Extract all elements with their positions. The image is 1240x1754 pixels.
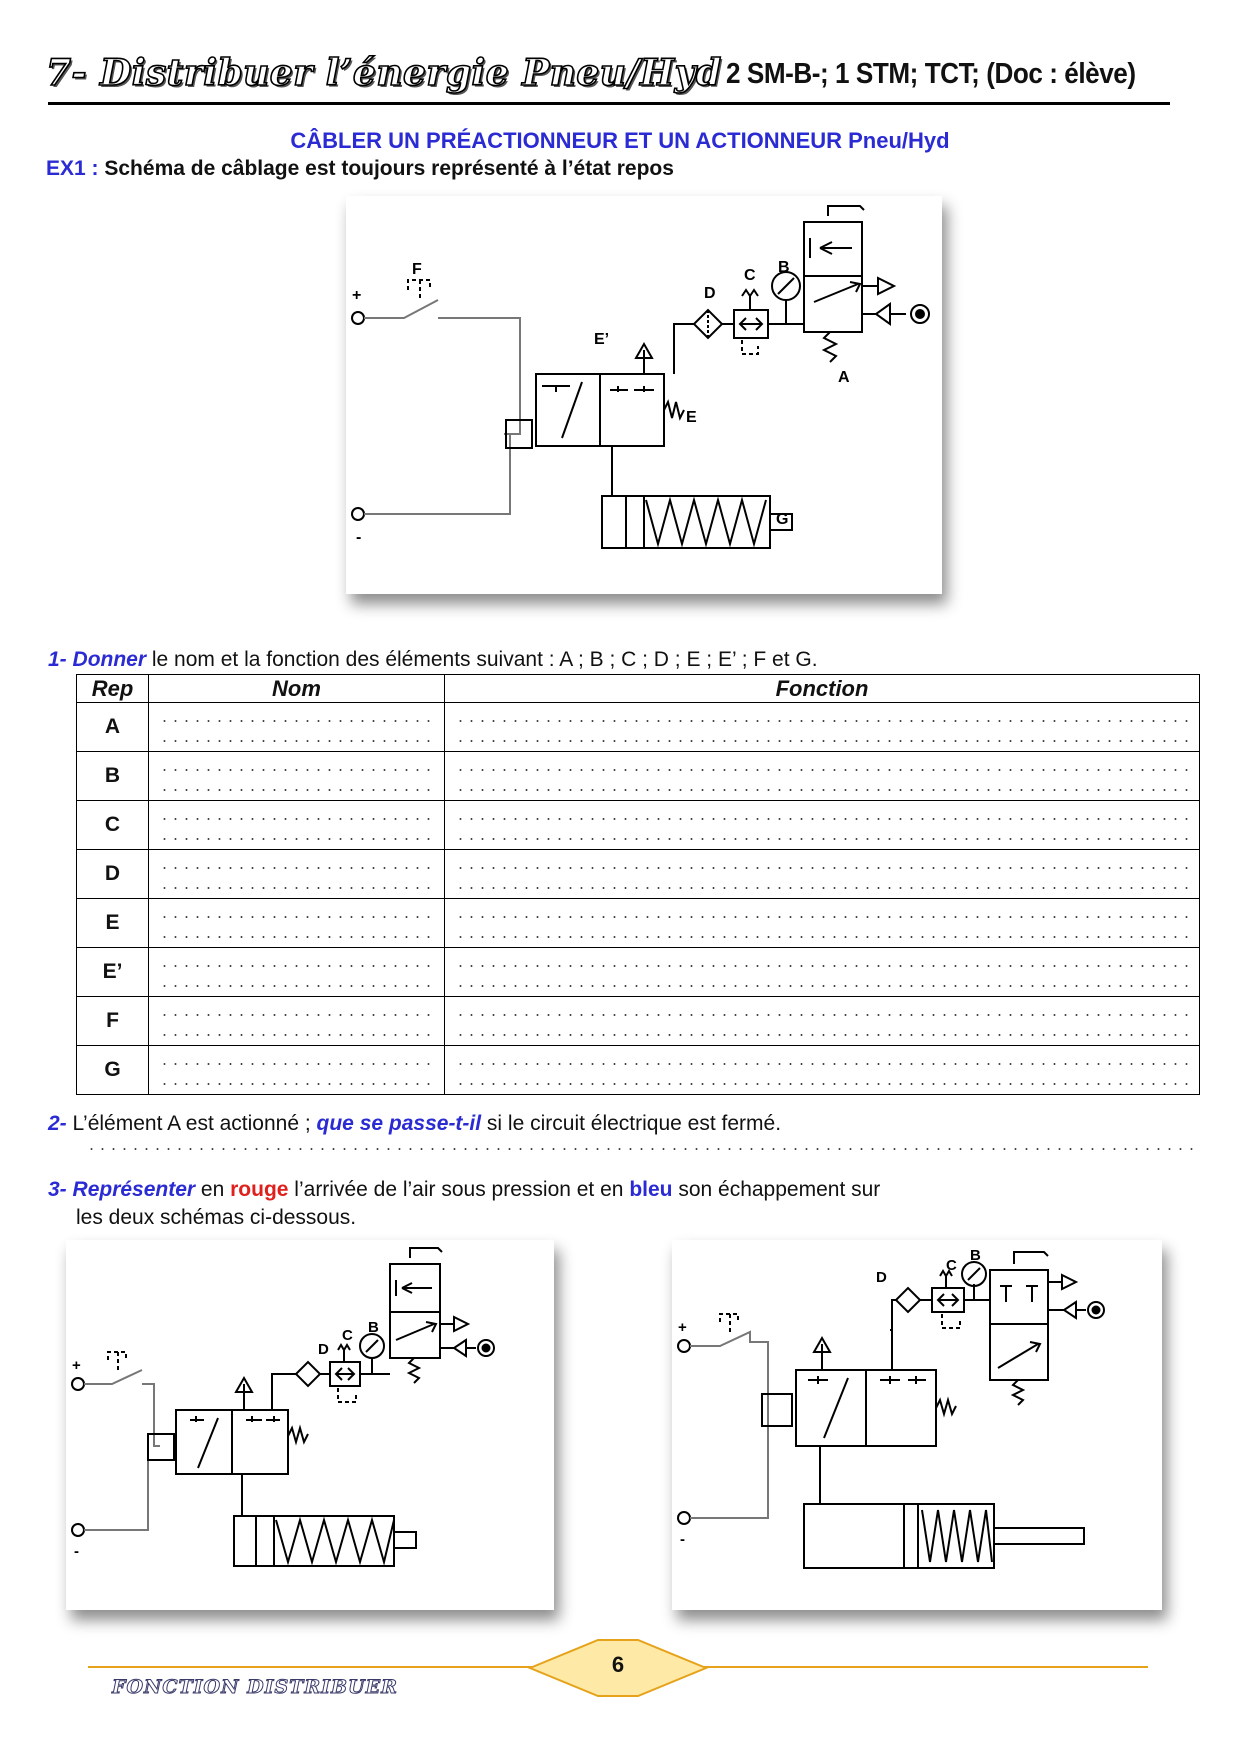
- label-D: D: [876, 1269, 887, 1286]
- nom-answer-field[interactable]: [149, 801, 445, 850]
- exercise-text: Schéma de câblage est toujours représenté à l’état repos: [104, 157, 674, 180]
- table-row: [77, 752, 1200, 801]
- label-B: B: [970, 1247, 981, 1264]
- label-E: E: [686, 409, 697, 426]
- class-info: 2 SM-B-; 1 STM; TCT; (Doc : élève): [726, 58, 1136, 90]
- question-1: [48, 648, 818, 672]
- q3-red-word: rouge: [230, 1178, 289, 1201]
- question-3: [48, 1178, 880, 1202]
- nom-answer-field[interactable]: [149, 1046, 445, 1095]
- header-rule: [48, 102, 1170, 105]
- table-row: [77, 997, 1200, 1046]
- label-B: B: [368, 1319, 379, 1336]
- label-minus: -: [356, 529, 362, 546]
- fonction-answer-field[interactable]: [445, 997, 1200, 1046]
- fonction-answer-field[interactable]: [445, 752, 1200, 801]
- wiring-diagram-left: [66, 1240, 554, 1610]
- label-B: B: [778, 259, 790, 276]
- q2-text-before: L’élément A est actionné ;: [66, 1112, 317, 1135]
- q3-verb: Représenter: [72, 1178, 196, 1201]
- wiring-diagram-svg: [346, 196, 942, 594]
- q2-text-after: si le circuit électrique est fermé.: [481, 1112, 782, 1135]
- header-rep: Rep: [77, 675, 149, 703]
- nom-answer-field[interactable]: [149, 850, 445, 899]
- chapter-title: 7- Distribuer l’énergie Pneu/Hyd: [46, 52, 722, 94]
- q2-answer-line[interactable]: [86, 1146, 1198, 1152]
- row-rep: A: [77, 703, 149, 752]
- label-E-prime: E’: [594, 331, 610, 348]
- q3-number: 3-: [48, 1178, 67, 1201]
- q3-text-1: en: [195, 1178, 231, 1201]
- wiring-diagram-right: [672, 1240, 1162, 1610]
- row-rep: E: [77, 899, 149, 948]
- q1-number: 1-: [48, 648, 67, 671]
- row-rep: B: [77, 752, 149, 801]
- label-C: C: [744, 267, 756, 284]
- footer-tag: FONCTION DISTRIBUER: [112, 1676, 398, 1698]
- q2-number: 2-: [48, 1112, 67, 1135]
- table-row: [77, 948, 1200, 997]
- table-header-row: [77, 675, 1200, 703]
- q1-text: le nom et la fonction des éléments suivant : A ; B ; C ; D ; E ; E’ ; F et G.: [146, 648, 818, 671]
- nom-answer-field[interactable]: [149, 899, 445, 948]
- nom-answer-field[interactable]: [149, 997, 445, 1046]
- wiring-diagram-left-svg: [66, 1240, 554, 1610]
- exercise-heading: [46, 157, 674, 181]
- answer-table: [76, 674, 1200, 1095]
- label-A: A: [838, 369, 850, 386]
- wiring-diagram-right-svg: [672, 1240, 1162, 1610]
- nom-answer-field[interactable]: [149, 752, 445, 801]
- label-C: C: [946, 1257, 957, 1274]
- nom-answer-field[interactable]: [149, 703, 445, 752]
- label-plus: +: [72, 1357, 81, 1374]
- fonction-answer-field[interactable]: [445, 850, 1200, 899]
- table-row: [77, 850, 1200, 899]
- fonction-answer-field[interactable]: [445, 703, 1200, 752]
- section-title: CÂBLER UN PRÉACTIONNEUR ET UN ACTIONNEUR Pneu/Hyd: [290, 128, 950, 153]
- label-minus: -: [74, 1543, 79, 1560]
- q3-blue-word: bleu: [629, 1178, 673, 1201]
- exercise-label: EX1 :: [46, 157, 99, 180]
- nom-answer-field[interactable]: [149, 948, 445, 997]
- table-row: [77, 899, 1200, 948]
- q1-verb: Donner: [72, 648, 147, 671]
- q2-verb: que se passe-t-il: [316, 1112, 482, 1135]
- row-rep: C: [77, 801, 149, 850]
- fonction-answer-field[interactable]: [445, 1046, 1200, 1095]
- label-D: D: [318, 1341, 329, 1358]
- label-C: C: [342, 1327, 353, 1344]
- header-fonction: Fonction: [445, 675, 1200, 703]
- label-minus: -: [680, 1531, 685, 1548]
- label-F: F: [412, 261, 422, 278]
- table-row: [77, 1046, 1200, 1095]
- label-plus: +: [678, 1319, 687, 1336]
- fonction-answer-field[interactable]: [445, 948, 1200, 997]
- label-plus: +: [352, 287, 362, 304]
- question-2: [48, 1112, 781, 1136]
- q3-text-3: son échappement sur: [672, 1178, 881, 1201]
- fonction-answer-field[interactable]: [445, 899, 1200, 948]
- page-number: 6: [611, 1652, 625, 1677]
- row-rep: D: [77, 850, 149, 899]
- label-D: D: [704, 285, 716, 302]
- q3-line-2: les deux schémas ci-dessous.: [76, 1206, 357, 1229]
- row-rep: F: [77, 997, 149, 1046]
- wiring-diagram-main: [346, 196, 942, 594]
- row-rep: E’: [77, 948, 149, 997]
- table-row: [77, 703, 1200, 752]
- row-rep: G: [77, 1046, 149, 1095]
- q3-text-2: l’arrivée de l’air sous pression et en: [288, 1178, 630, 1201]
- table-row: [77, 801, 1200, 850]
- header-nom: Nom: [149, 675, 445, 703]
- fonction-answer-field[interactable]: [445, 801, 1200, 850]
- label-G: G: [776, 511, 789, 528]
